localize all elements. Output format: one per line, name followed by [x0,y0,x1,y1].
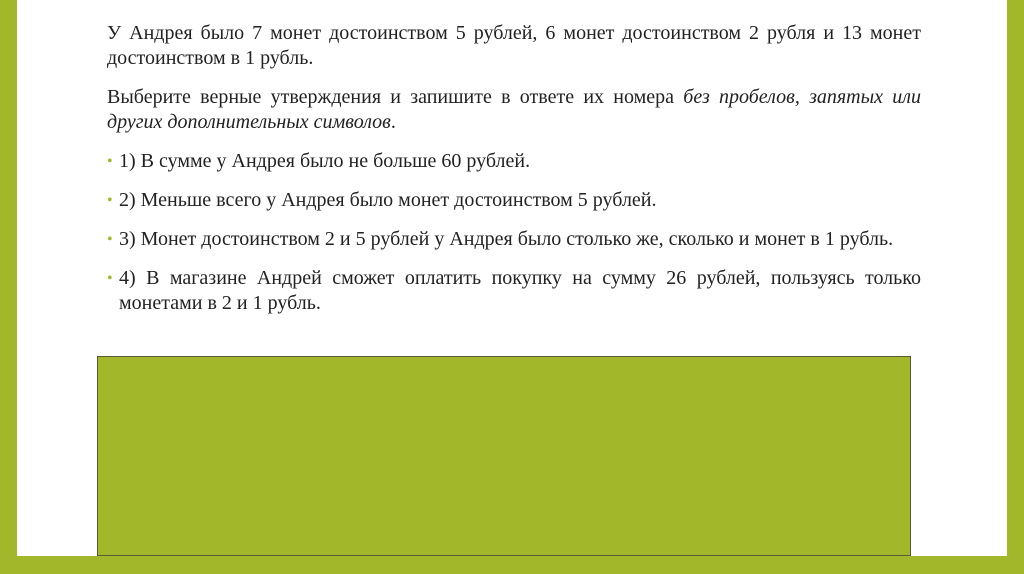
instruction-end: . [390,111,396,133]
statement-text: 1) В сумме у Андрея было не больше 60 рублей. [119,150,531,172]
problem-instruction [107,85,921,135]
problem-intro: У Андрея было 7 монет достоинством 5 рублей, 6 монет достоинством 2 рубля и 13 монет достоинством в 1 рубль. [107,22,921,69]
answer-box [97,356,911,556]
statements-list [107,149,921,316]
statement-3 [107,227,921,252]
bullet-icon: • [107,153,113,170]
bullet-icon: • [107,231,113,248]
statement-4 [107,266,921,316]
statement-1 [107,149,921,174]
instruction-italic-text: без пробелов, запятых или других дополнительных символов [107,86,922,133]
instruction-text: Выберите верные утверждения и запишите в ответе их номера [107,86,684,108]
statement-text: 3) Монет достоинством 2 и 5 рублей у Андрея было столько же, сколько и монет в 1 рубль. [119,228,894,250]
statement-text: 4) В магазине Андрей сможет оплатить покупку на сумму 26 рублей, пользуясь только монетами в 2 и 1 рубль. [119,267,921,314]
statement-text: 2) Меньше всего у Андрея было монет достоинством 5 рублей. [119,189,657,211]
bullet-icon: • [107,270,113,287]
problem-content [107,21,921,330]
bullet-icon: • [107,192,113,209]
statement-2 [107,188,921,213]
